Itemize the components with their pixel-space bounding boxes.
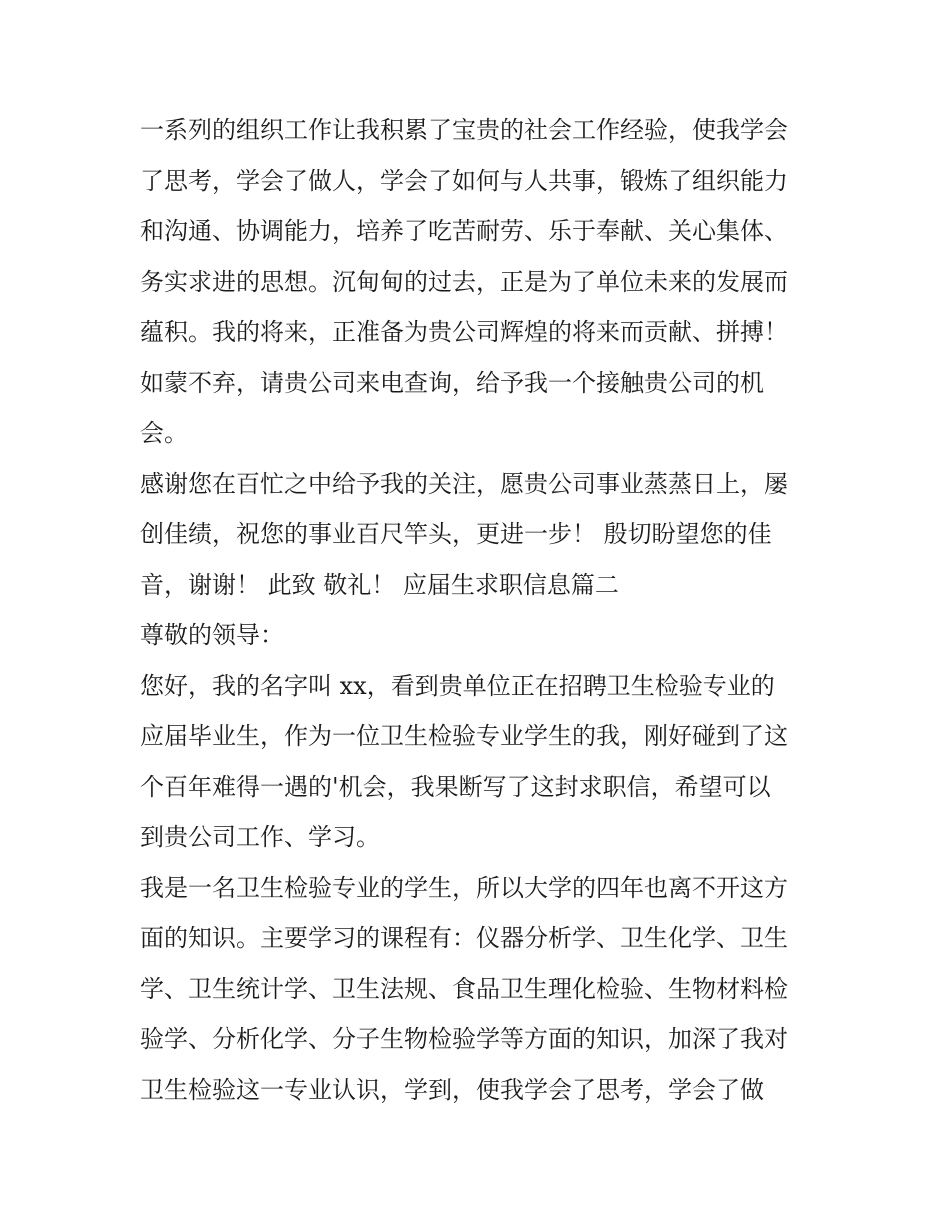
text-line: 和沟通、协调能力，培养了吃苦耐劳、乐于奉献、关心集体、: [140, 217, 788, 245]
text-line: 会。: [140, 419, 188, 447]
text-line: 音，谢谢！ 此致 敬礼！ 应届生求职信息篇二: [140, 570, 619, 599]
text-line: 如蒙不弃，请贵公司来电查询，给予我一个接触贵公司的机: [140, 368, 764, 397]
text-line: 卫生检验这一专业认识，学到，使我学会了思考，学会了做: [140, 1075, 764, 1104]
body-text: [140, 105, 815, 1115]
text-line: 应届毕业生，作为一位卫生检验专业学生的我，刚好碰到了这: [140, 722, 788, 750]
text-line: 我是一名卫生检验专业的学生，所以大学的四年也离不开这方: [140, 873, 788, 902]
text-line: 一系列的组织工作让我积累了宝贵的社会工作经验，使我学会: [140, 116, 788, 144]
text-line: 学、卫生统计学、卫生法规、食品卫生理化检验、生物材料检: [140, 974, 788, 1003]
text-line: 到贵公司工作、学习。: [140, 823, 380, 851]
text-line: 了思考，学会了做人，学会了如何与人共事，锻炼了组织能力: [140, 166, 788, 195]
text-line: 感谢您在百忙之中给予我的关注，愿贵公司事业蒸蒸日上，屡: [140, 469, 788, 498]
text-line: 创佳绩，祝您的事业百尺竿头，更进一步！ 殷切盼望您的佳: [140, 520, 772, 548]
text-line: 蕴积。我的将来，正准备为贵公司辉煌的将来而贡献、拼搏！: [140, 318, 788, 346]
text-line: 个百年难得一遇的'机会，我果断写了这封求职信，希望可以: [140, 772, 771, 801]
text-line: 面的知识。主要学习的课程有：仪器分析学、卫生化学、卫生: [140, 924, 788, 952]
salutation-line: 尊敬的领导：: [140, 621, 284, 649]
text-line: 验学、分析化学、分子生物检验学等方面的知识，加深了我对: [140, 1025, 788, 1053]
text-line: 您好，我的名字叫 xx，看到贵单位正在招聘卫生检验专业的: [140, 671, 775, 700]
text-line: 务实求进的思想。沉甸甸的过去，正是为了单位未来的发展而: [140, 267, 788, 296]
